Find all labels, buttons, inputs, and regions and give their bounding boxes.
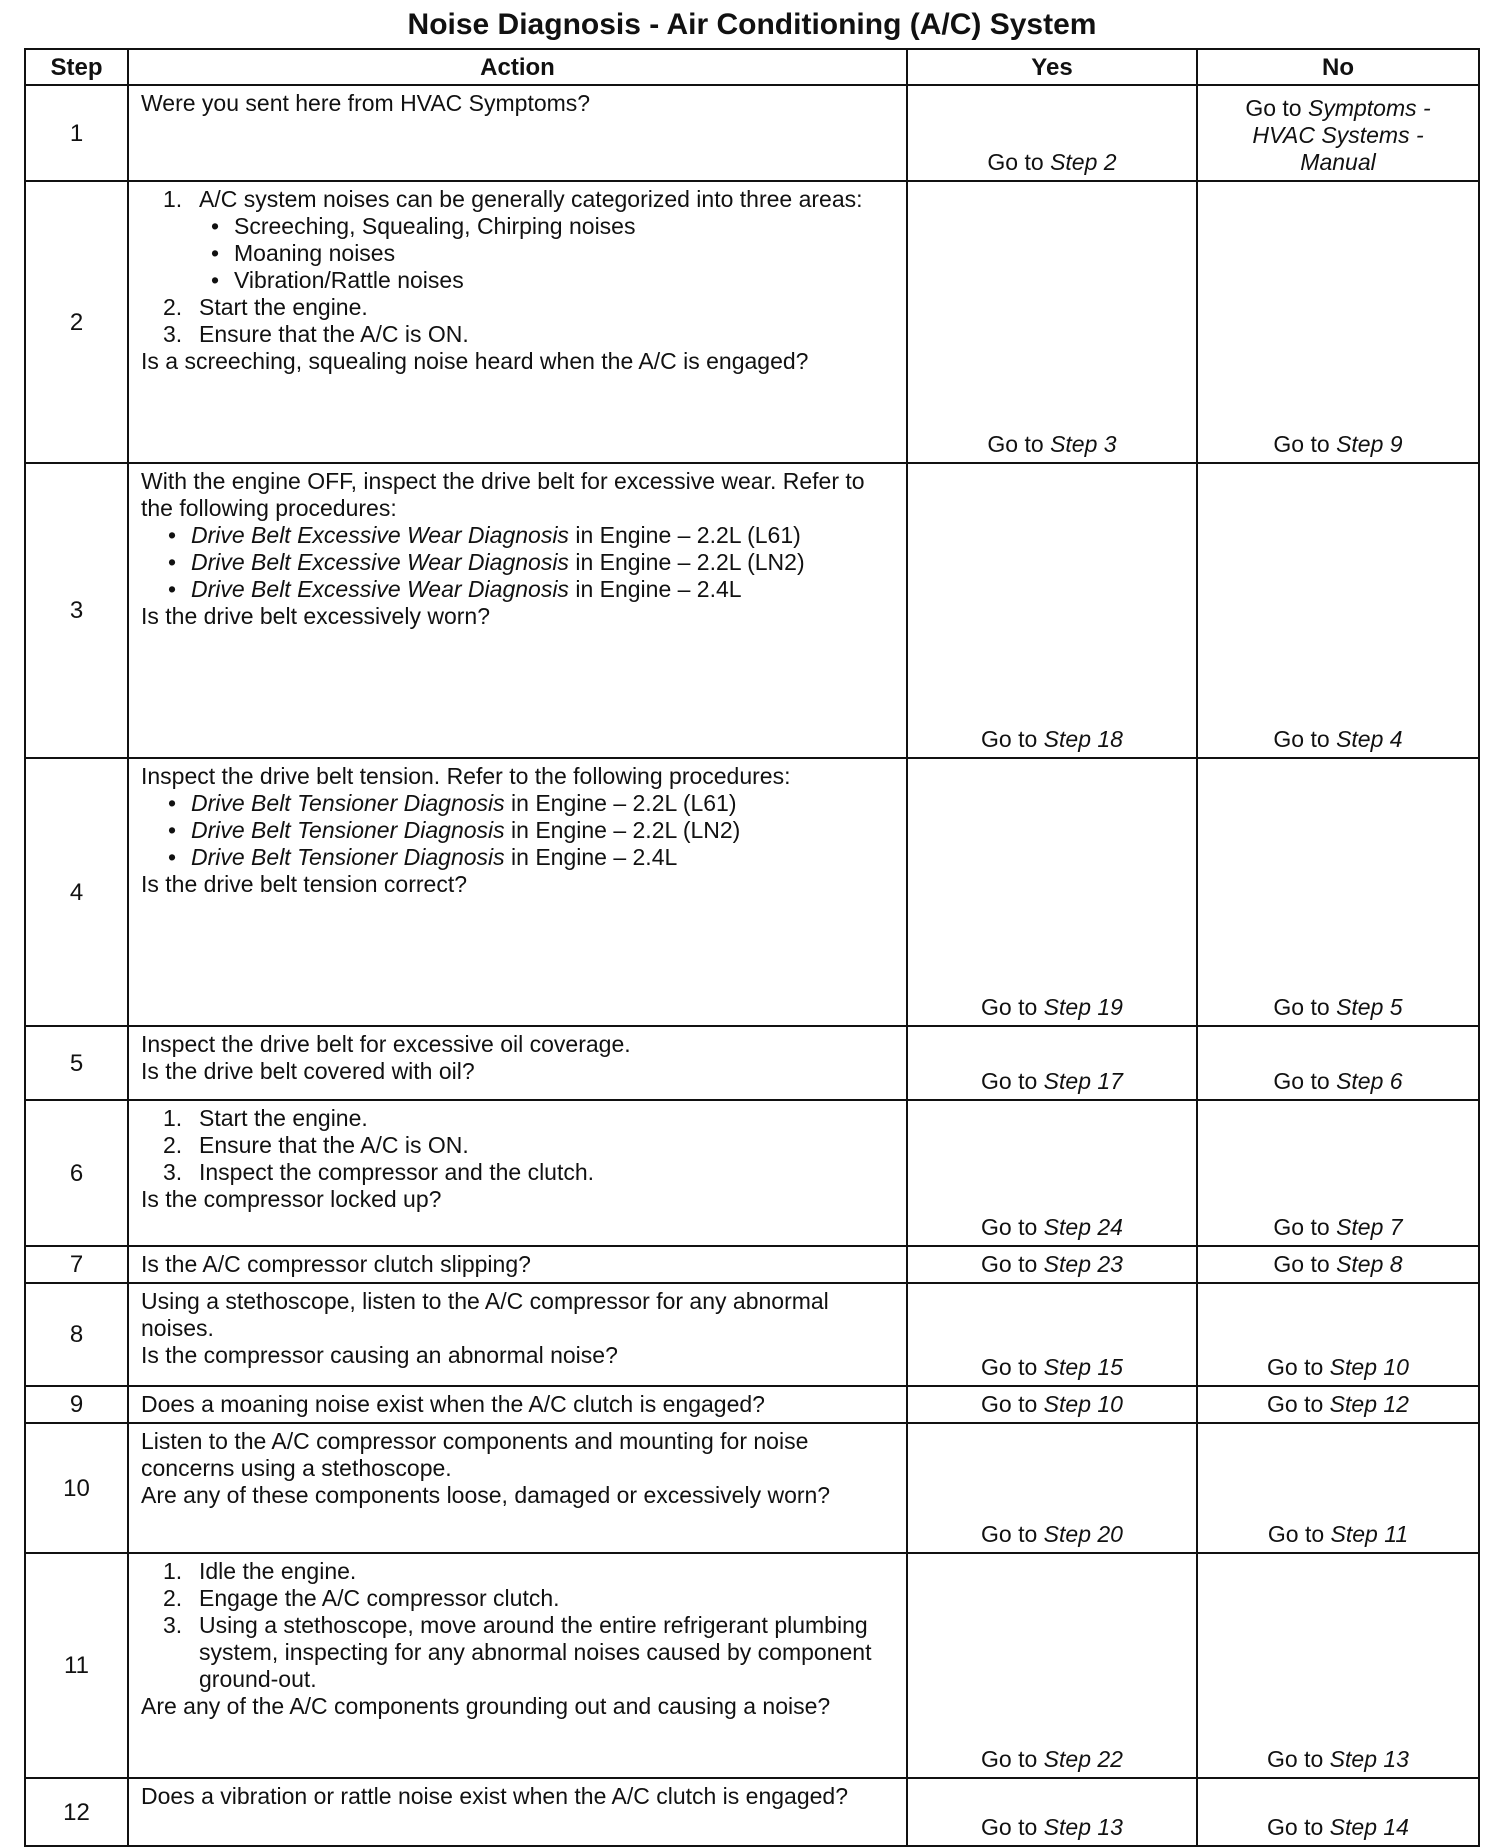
yes-step-link[interactable]: Step 3: [1050, 431, 1117, 457]
action-cell: [128, 85, 907, 181]
table-header-row: [25, 49, 1479, 85]
no-cell: Go to Step 7: [1197, 1100, 1479, 1246]
procedure-link[interactable]: Drive Belt Excessive Wear Diagnosis: [191, 522, 569, 548]
no-step-link[interactable]: Step 8: [1336, 1251, 1403, 1277]
no-step-link[interactable]: Step 13: [1329, 1746, 1409, 1772]
action-intro: Inspect the drive belt for excessive oil coverage.: [141, 1031, 631, 1057]
step-number: 3: [25, 463, 128, 758]
no-step-link[interactable]: Step 7: [1336, 1214, 1403, 1240]
yes-cell: Go to Step 3: [907, 181, 1197, 463]
action-question: Are any of these components loose, damaged or excessively worn?: [141, 1482, 831, 1508]
action-question: Is the drive belt tension correct?: [141, 871, 467, 897]
procedure-reference: • Drive Belt Tensioner Diagnosis in Engine – 2.2L (LN2): [168, 817, 741, 843]
procedure-reference: • Drive Belt Excessive Wear Diagnosis in Engine – 2.4L: [168, 576, 742, 602]
no-cell: Go to Step 11: [1197, 1423, 1479, 1553]
yes-step-link[interactable]: Step 2: [1050, 149, 1117, 175]
document-title: Noise Diagnosis - Air Conditioning (A/C) System: [407, 8, 1097, 41]
yes-step-link[interactable]: Step 15: [1043, 1354, 1123, 1380]
header-yes: Yes: [907, 49, 1197, 85]
yes-step-link[interactable]: Step 19: [1043, 994, 1123, 1020]
table-row-step-7: [25, 1246, 1479, 1283]
no-cell: Go to Step 6: [1197, 1026, 1479, 1100]
yes-step-link[interactable]: Step 18: [1043, 726, 1123, 752]
yes-step-link[interactable]: Step 13: [1043, 1814, 1123, 1840]
numbered-item: 1. A/C system noises can be generally categorized into three areas:: [163, 186, 863, 212]
no-step-link[interactable]: Step 4: [1336, 726, 1403, 752]
procedure-reference: • Drive Belt Tensioner Diagnosis in Engine – 2.2L (L61): [168, 790, 737, 816]
table-row-step-5: [25, 1026, 1479, 1100]
no-cell: Go to Step 14: [1197, 1778, 1479, 1846]
action-question: Are any of the A/C components grounding out and causing a noise?: [141, 1693, 831, 1719]
bullet-item: • Screeching, Squealing, Chirping noises: [211, 213, 636, 239]
yes-cell: [907, 85, 1197, 181]
table-row-step-4: [25, 758, 1479, 1026]
no-cell: Go to Step 9: [1197, 181, 1479, 463]
step-number: 9: [25, 1386, 128, 1423]
yes-cell: Go to Step 19: [907, 758, 1197, 1026]
procedure-link[interactable]: Drive Belt Excessive Wear Diagnosis: [191, 549, 569, 575]
action-question: Is the compressor locked up?: [141, 1186, 442, 1212]
table-row-step-1: [25, 85, 1479, 181]
table-row-step-11: [25, 1553, 1479, 1778]
action-cell: [128, 1100, 907, 1246]
step-number: 6: [25, 1100, 128, 1246]
yes-step-link[interactable]: Step 22: [1043, 1746, 1123, 1772]
yes-cell: Go to Step 22: [907, 1553, 1197, 1778]
no-cell: Go to Step 10: [1197, 1283, 1479, 1386]
table-row-step-3: [25, 463, 1479, 758]
procedure-link[interactable]: Drive Belt Tensioner Diagnosis: [191, 817, 505, 843]
action-question: Were you sent here from HVAC Symptoms?: [141, 90, 591, 116]
numbered-item: 2. Ensure that the A/C is ON.: [163, 1132, 469, 1158]
no-cell: Go to Step 8: [1197, 1246, 1479, 1283]
yes-cell: Go to Step 20: [907, 1423, 1197, 1553]
yes-cell: Go to Step 10: [907, 1386, 1197, 1423]
table-row-step-8: [25, 1283, 1479, 1386]
table-row-step-9: [25, 1386, 1479, 1423]
action-cell: [128, 1246, 907, 1283]
table-row-step-2: [25, 181, 1479, 463]
header-no: No: [1197, 49, 1479, 85]
no-step-link[interactable]: Step 11: [1330, 1521, 1409, 1547]
no-step-link[interactable]: Step 12: [1329, 1391, 1409, 1417]
action-question: Is the compressor causing an abnormal noise?: [141, 1342, 618, 1368]
yes-cell: Go to Step 15: [907, 1283, 1197, 1386]
step-number: 1: [25, 85, 128, 181]
numbered-item: 3. Using a stethoscope, move around the entire refrigerant plumbing system, inspecting for any abnormal noises caused by component ground-out.: [163, 1612, 872, 1692]
diagnosis-table: [24, 48, 1480, 1847]
action-cell: [128, 1283, 907, 1386]
yes-cell: Go to Step 24: [907, 1100, 1197, 1246]
procedure-reference: • Drive Belt Tensioner Diagnosis in Engine – 2.4L: [168, 844, 678, 870]
no-step-link[interactable]: Step 5: [1336, 994, 1403, 1020]
yes-cell: Go to Step 23: [907, 1246, 1197, 1283]
no-cell: Go to Step 13: [1197, 1553, 1479, 1778]
numbered-item: 2. Start the engine.: [163, 294, 368, 320]
action-cell: [128, 1423, 907, 1553]
goto-label: Go to: [1245, 95, 1302, 121]
no-cell: Go to Step 5: [1197, 758, 1479, 1026]
yes-step-link[interactable]: Step 17: [1043, 1068, 1123, 1094]
yes-step-link[interactable]: Step 23: [1043, 1251, 1123, 1277]
action-question: Does a vibration or rattle noise exist when the A/C clutch is engaged?: [141, 1783, 849, 1809]
action-question: Is the drive belt excessively worn?: [141, 603, 490, 629]
numbered-item: 3. Inspect the compressor and the clutch.: [163, 1159, 595, 1185]
action-cell: [128, 181, 907, 463]
table-row-step-6: [25, 1100, 1479, 1246]
step-number: 7: [25, 1246, 128, 1283]
action-question: Is the A/C compressor clutch slipping?: [141, 1251, 531, 1277]
procedure-link[interactable]: Drive Belt Tensioner Diagnosis: [191, 844, 505, 870]
yes-step-link[interactable]: Step 24: [1043, 1214, 1123, 1240]
step-number: 5: [25, 1026, 128, 1100]
no-step-link[interactable]: Step 6: [1336, 1068, 1403, 1094]
no-step-link[interactable]: Step 9: [1336, 431, 1403, 457]
yes-cell: Go to Step 13: [907, 1778, 1197, 1846]
bullet-item: • Moaning noises: [211, 240, 396, 266]
action-cell: [128, 1553, 907, 1778]
step-number: 12: [25, 1778, 128, 1846]
no-cell: Go to Step 12: [1197, 1386, 1479, 1423]
yes-step-link[interactable]: Step 10: [1043, 1391, 1123, 1417]
numbered-item: 3. Ensure that the A/C is ON.: [163, 321, 469, 347]
procedure-reference: • Drive Belt Excessive Wear Diagnosis in Engine – 2.2L (L61): [168, 522, 801, 548]
action-cell: [128, 1026, 907, 1100]
yes-cell: Go to Step 18: [907, 463, 1197, 758]
action-question: Does a moaning noise exist when the A/C clutch is engaged?: [141, 1391, 765, 1417]
procedure-reference: • Drive Belt Excessive Wear Diagnosis in Engine – 2.2L (LN2): [168, 549, 805, 575]
action-cell: [128, 463, 907, 758]
numbered-item: 1. Idle the engine.: [163, 1558, 357, 1584]
step-number: 4: [25, 758, 128, 1026]
numbered-item: 1. Start the engine.: [163, 1105, 368, 1131]
step-number: 8: [25, 1283, 128, 1386]
action-cell: [128, 1386, 907, 1423]
table-row-step-10: [25, 1423, 1479, 1553]
bullet-item: • Vibration/Rattle noises: [211, 267, 464, 293]
no-cell: [1197, 85, 1479, 181]
action-intro: With the engine OFF, inspect the drive belt for excessive wear. Refer to the following procedures:: [141, 468, 865, 521]
no-cell: Go to Step 4: [1197, 463, 1479, 758]
yes-cell: Go to Step 17: [907, 1026, 1197, 1100]
no-link-line3[interactable]: Manual: [1300, 149, 1376, 175]
action-question: Is a screeching, squealing noise heard when the A/C is engaged?: [141, 348, 809, 374]
step-number: 2: [25, 181, 128, 463]
action-question: Is the drive belt covered with oil?: [141, 1058, 475, 1084]
procedure-link[interactable]: Drive Belt Excessive Wear Diagnosis: [191, 576, 569, 602]
no-step-link[interactable]: Step 14: [1329, 1814, 1409, 1840]
header-action: Action: [128, 49, 907, 85]
no-link-line2[interactable]: HVAC Systems -: [1252, 122, 1424, 148]
goto-label: Go to: [987, 149, 1044, 175]
step-number: 11: [25, 1553, 128, 1778]
no-step-link[interactable]: Step 10: [1329, 1354, 1409, 1380]
step-number: 10: [25, 1423, 128, 1553]
numbered-item: 2. Engage the A/C compressor clutch.: [163, 1585, 560, 1611]
action-intro: Using a stethoscope, listen to the A/C compressor for any abnormal noises.: [141, 1288, 829, 1341]
yes-step-link[interactable]: Step 20: [1043, 1521, 1123, 1547]
action-cell: [128, 758, 907, 1026]
header-step: Step: [25, 49, 128, 85]
procedure-link[interactable]: Drive Belt Tensioner Diagnosis: [191, 790, 505, 816]
no-link-line1[interactable]: Symptoms -: [1307, 95, 1431, 121]
action-intro: Listen to the A/C compressor components and mounting for noise concerns using a stethoscope.: [141, 1428, 809, 1481]
action-intro: Inspect the drive belt tension. Refer to the following procedures:: [141, 763, 791, 789]
